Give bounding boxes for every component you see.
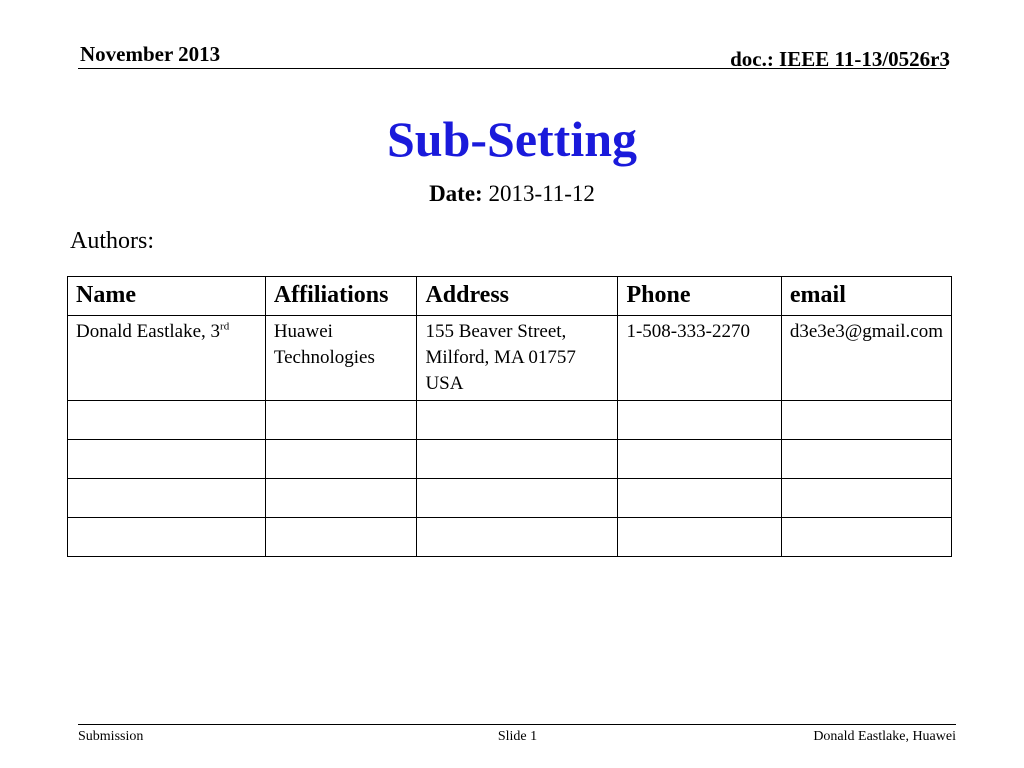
header-address: Address	[417, 277, 618, 316]
date-label: Date:	[429, 181, 483, 206]
header-phone: Phone	[618, 277, 781, 316]
table-cell	[417, 479, 618, 518]
table-cell	[417, 518, 618, 557]
table-cell	[781, 440, 951, 479]
footer-submission: Submission	[78, 729, 144, 744]
table-cell	[68, 479, 266, 518]
table-cell	[618, 479, 781, 518]
table-cell	[618, 440, 781, 479]
table-cell	[68, 440, 266, 479]
header-email: email	[781, 277, 951, 316]
author-name	[68, 316, 266, 401]
table-cell	[68, 401, 266, 440]
address-line: 155 Beaver Street,	[425, 321, 567, 342]
footer-author: Donald Eastlake, Huawei	[813, 729, 956, 744]
table-row	[68, 518, 952, 557]
author-name-text: Donald Eastlake, 3	[76, 321, 221, 342]
author-affiliation	[265, 316, 417, 401]
table-cell	[618, 401, 781, 440]
footer-slide-number: Slide 1	[497, 729, 538, 744]
header-name: Name	[68, 277, 266, 316]
table-cell	[781, 479, 951, 518]
table-row	[68, 440, 952, 479]
header-divider	[78, 68, 946, 69]
table-cell	[618, 518, 781, 557]
table-row	[68, 316, 952, 401]
author-email: d3e3e3@gmail.com	[781, 316, 951, 401]
slide-title: Sub-Setting	[386, 111, 638, 167]
header-doc-number: doc.: IEEE 11-13/0526r3	[730, 47, 950, 71]
author-address	[417, 316, 618, 401]
author-phone: 1-508-333-2270	[618, 316, 781, 401]
table-header-row	[68, 277, 952, 316]
table-cell	[265, 401, 417, 440]
footer-divider	[78, 724, 956, 725]
affiliation-line: Technologies	[273, 347, 375, 368]
authors-table	[67, 276, 952, 557]
table-cell	[781, 401, 951, 440]
table-row	[68, 479, 952, 518]
header-affiliations: Affiliations	[265, 277, 417, 316]
address-line: Milford, MA 01757	[425, 347, 576, 368]
table-cell	[417, 440, 618, 479]
table-cell	[265, 518, 417, 557]
table-cell	[417, 401, 618, 440]
date-value: 2013-11-12	[488, 181, 595, 206]
table-row	[68, 401, 952, 440]
authors-label: Authors:	[70, 228, 154, 254]
table-cell	[265, 440, 417, 479]
slide-date	[0, 181, 1024, 207]
author-name-suffix: rd	[220, 320, 230, 333]
table-cell	[265, 479, 417, 518]
address-line: USA	[425, 373, 464, 394]
table-cell	[68, 518, 266, 557]
header-date: November 2013	[80, 42, 221, 66]
affiliation-line: Huawei	[273, 321, 333, 342]
table-cell	[781, 518, 951, 557]
